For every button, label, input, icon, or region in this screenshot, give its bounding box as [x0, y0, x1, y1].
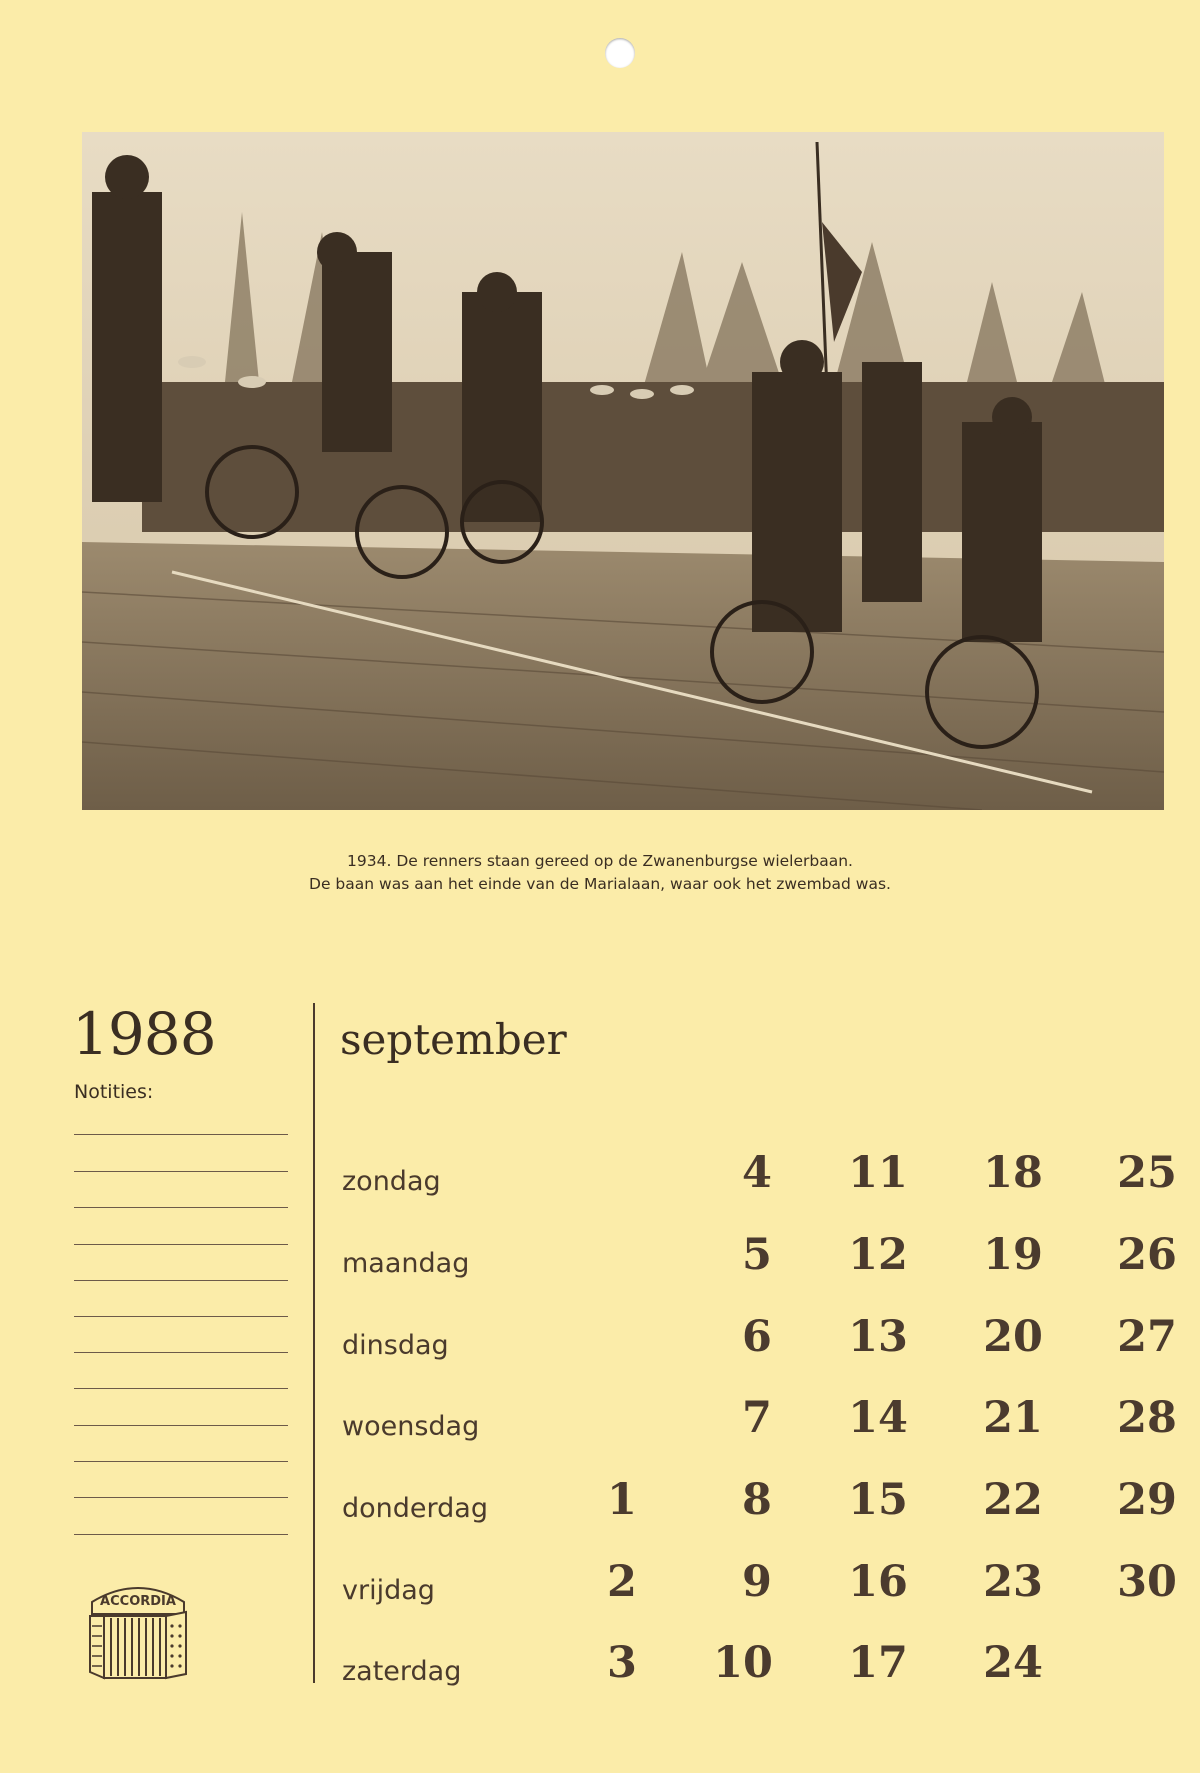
notes-label: Notities:	[74, 1081, 154, 1103]
date-number: 19	[983, 1230, 1043, 1280]
date-number: 2	[607, 1557, 637, 1607]
date-number: 20	[983, 1312, 1043, 1362]
date-number: 23	[983, 1557, 1043, 1607]
date-number: 1	[607, 1475, 637, 1525]
day-name-wednesday: woensdag	[342, 1411, 480, 1442]
accordia-logo	[84, 1574, 192, 1684]
note-line	[74, 1244, 288, 1245]
date-number: 9	[742, 1557, 772, 1607]
date-number: 17	[848, 1638, 908, 1688]
date-number: 13	[848, 1312, 908, 1362]
date-number: 4	[742, 1148, 772, 1198]
note-line	[74, 1352, 288, 1353]
calendar-year: 1988	[72, 1000, 216, 1068]
date-number: 30	[1117, 1557, 1177, 1607]
day-name-tuesday: dinsdag	[342, 1330, 449, 1361]
day-name-sunday: zondag	[342, 1166, 441, 1197]
column-divider	[313, 1003, 315, 1683]
date-number: 21	[983, 1393, 1043, 1443]
note-line	[74, 1461, 288, 1462]
photo-caption-line-2: De baan was aan het einde van de Marialaan, waar ook het zwembad was.	[309, 875, 891, 893]
note-line	[74, 1280, 288, 1281]
date-number: 10	[713, 1638, 773, 1688]
date-number: 24	[983, 1638, 1043, 1688]
date-number: 26	[1117, 1230, 1177, 1280]
date-number: 5	[742, 1230, 772, 1280]
date-number: 29	[1117, 1475, 1177, 1525]
punch-hole	[605, 38, 635, 68]
day-name-monday: maandag	[342, 1248, 470, 1279]
month-title: september	[340, 1015, 567, 1064]
date-number: 14	[848, 1393, 908, 1443]
note-line	[74, 1207, 288, 1208]
date-number: 12	[848, 1230, 908, 1280]
note-line	[74, 1134, 288, 1135]
day-name-friday: vrijdag	[342, 1575, 435, 1606]
date-number: 22	[983, 1475, 1043, 1525]
date-number: 8	[742, 1475, 772, 1525]
note-line	[74, 1497, 288, 1498]
date-number: 6	[742, 1312, 772, 1362]
note-line	[74, 1316, 288, 1317]
date-number: 7	[742, 1393, 772, 1443]
date-number: 3	[607, 1638, 637, 1688]
note-line	[74, 1388, 288, 1389]
day-name-saturday: zaterdag	[342, 1656, 462, 1687]
note-line	[74, 1425, 288, 1426]
day-name-thursday: donderdag	[342, 1493, 488, 1524]
date-number: 16	[848, 1557, 908, 1607]
date-number: 28	[1117, 1393, 1177, 1443]
date-number: 15	[848, 1475, 908, 1525]
note-line	[74, 1534, 288, 1535]
logo-text: ACCORDIA	[100, 1594, 176, 1609]
date-number: 27	[1117, 1312, 1177, 1362]
date-number: 25	[1117, 1148, 1177, 1198]
photo-caption-line-1: 1934. De renners staan gereed op de Zwanenburgse wielerbaan.	[347, 852, 853, 870]
note-line	[74, 1171, 288, 1172]
date-number: 11	[848, 1148, 908, 1198]
date-number: 18	[983, 1148, 1043, 1198]
historic-cycling-photo	[82, 132, 1164, 810]
